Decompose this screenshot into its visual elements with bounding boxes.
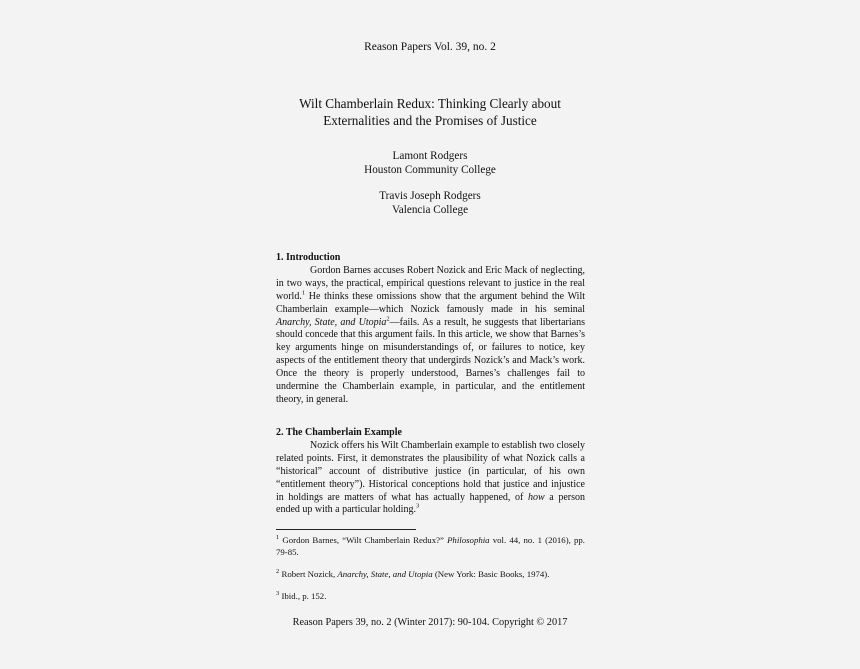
paragraph-text: —fails. As a result, he suggests that libertarians should concede that this argument fails. In this article, we show that Barnes’s key arguments hinge on misunderstandings of, or failures to notice, key aspects of the entitlement theory that undergirds Nozick’s and Mack’s work. Once the theory is properly understood, Barnes’s challenges fail to undermine the Chamberlain example, in particular, and the entitlement theory, in general. bbox=[276, 316, 585, 405]
footnote-text: (New York: Basic Books, 1974). bbox=[432, 569, 550, 579]
book-title: Anarchy, State, and Utopia bbox=[276, 316, 387, 328]
footnote-number: 3 bbox=[276, 590, 280, 598]
title-line-2: Externalities and the Promises of Justice bbox=[323, 113, 537, 128]
footnote-title: Anarchy, State, and Utopia bbox=[337, 569, 433, 579]
section-paragraph bbox=[276, 440, 585, 517]
author-name: Travis Joseph Rodgers bbox=[379, 190, 481, 202]
author-affiliation: Houston Community College bbox=[364, 164, 496, 176]
copyright-line: Reason Papers 39, no. 2 (Winter 2017): 90-104. Copyright © 2017 bbox=[292, 617, 568, 628]
emphasis-text: how bbox=[527, 491, 545, 503]
footnote-title: Philosophia bbox=[447, 535, 490, 545]
author-2 bbox=[0, 189, 860, 217]
footnote-number: 2 bbox=[276, 568, 280, 576]
footnote-ref[interactable]: 2 bbox=[386, 315, 390, 323]
paragraph-text: He thinks these omissions show that the argument behind the Wilt Chamberlain example—which Nozick famously made in his seminal bbox=[276, 290, 585, 315]
section-heading: 2. The Chamberlain Example bbox=[276, 427, 402, 438]
footnote-1 bbox=[276, 535, 585, 558]
author-affiliation: Valencia College bbox=[391, 204, 469, 216]
section-chamberlain-example bbox=[276, 427, 585, 517]
footnote-3 bbox=[276, 591, 585, 603]
footnote-text: Gordon Barnes, “Wilt Chamberlain Redux?” bbox=[279, 535, 448, 545]
section-paragraph bbox=[276, 265, 585, 407]
footnote-text: Ibid., p. 152. bbox=[279, 591, 327, 601]
title-line-1: Wilt Chamberlain Redux: Thinking Clearly about bbox=[299, 96, 561, 111]
paragraph-text: Gordon Barnes accuses Robert Nozick and Eric Mack of neglecting, in two ways, the practical, empirical questions relevant to justice in the real world. bbox=[276, 264, 585, 302]
article-title bbox=[0, 95, 860, 129]
footnote-ref[interactable]: 1 bbox=[301, 289, 306, 297]
footnote-text: Robert Nozick, bbox=[279, 569, 338, 579]
footnote-number: 1 bbox=[276, 534, 280, 542]
footnote-ref[interactable]: 3 bbox=[415, 503, 420, 511]
paragraph-text: a person ended up with a particular holding. bbox=[276, 491, 585, 516]
author-name: Lamont Rodgers bbox=[392, 150, 468, 162]
footnote-divider bbox=[276, 529, 416, 530]
footnote-text: vol. 44, no. 1 (2016), pp. 79-85. bbox=[276, 535, 585, 557]
author-1 bbox=[0, 149, 860, 177]
footnote-2 bbox=[276, 569, 585, 581]
running-head: Reason Papers Vol. 39, no. 2 bbox=[364, 41, 496, 53]
section-introduction bbox=[276, 252, 585, 407]
section-heading: 1. Introduction bbox=[276, 252, 341, 263]
paragraph-text: Nozick offers his Wilt Chamberlain example to establish two closely related points. First, it demonstrates the plausibility of what Nozick calls a “historical” account of distributive justice (in particular, of his own “entitlement theory”). Historical conceptions hold that justice and injustice in holdings are matters of what has actually happened, of bbox=[276, 439, 585, 503]
